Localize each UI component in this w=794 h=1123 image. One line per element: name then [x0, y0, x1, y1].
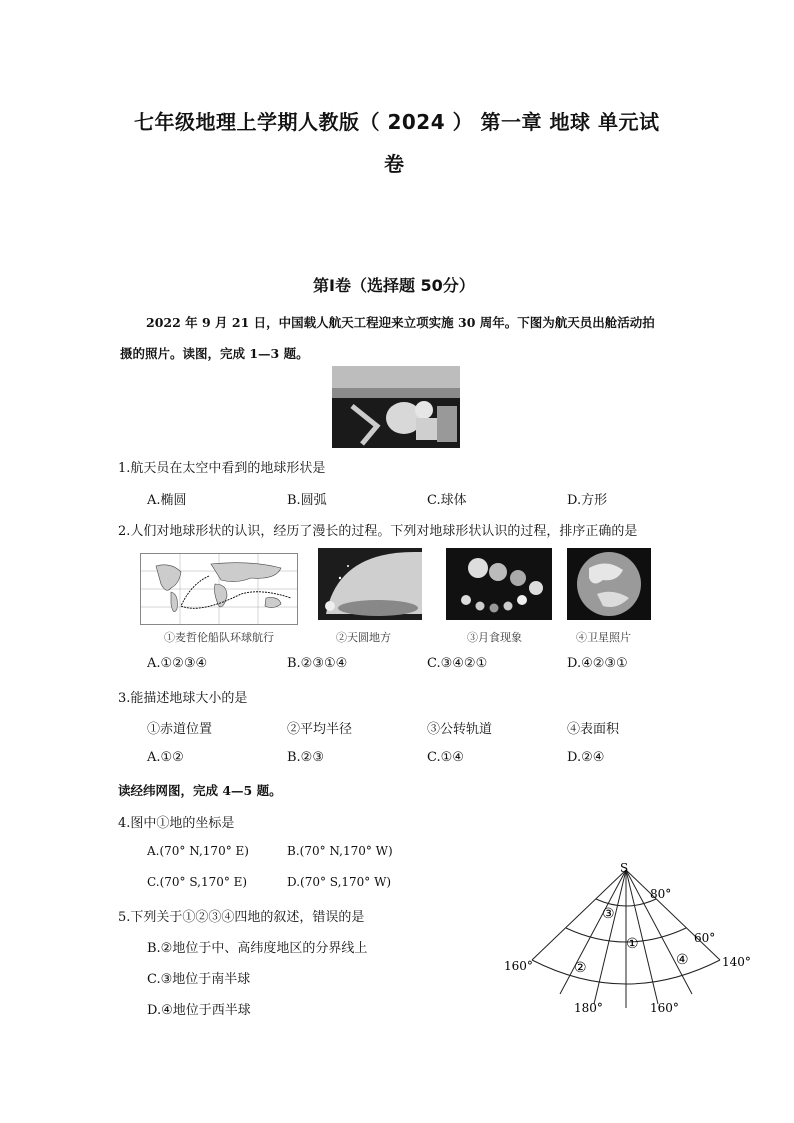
q3-item-2: ②平均半径 — [287, 722, 353, 737]
magellan-route-map — [140, 553, 298, 625]
q1-option-d[interactable]: D.方形 — [567, 493, 608, 508]
point-2: ② — [574, 960, 587, 976]
question-1-stem: 1.航天员在太空中看到的地球形状是 — [118, 461, 326, 476]
q2-option-d[interactable]: D.④②③① — [567, 656, 628, 671]
lon-label-160w: 160° — [504, 959, 533, 973]
question-4-stem: 4.图中①地的坐标是 — [118, 816, 235, 831]
q1-option-b[interactable]: B.圆弧 — [287, 493, 327, 508]
lon-label-140: 140° — [722, 955, 751, 969]
q2-option-b[interactable]: B.②③①④ — [287, 656, 348, 671]
intro-line2: 摄的照片。读图，完成 1—3 题。 — [120, 346, 309, 361]
q3-item-3: ③公转轨道 — [427, 722, 493, 737]
lon-label-160e: 160° — [650, 1001, 679, 1015]
q2-option-c[interactable]: C.③④②① — [427, 656, 488, 671]
sky-dome-picture — [318, 548, 422, 620]
caption-1: ①麦哲伦船队环球航行 — [164, 631, 274, 644]
q4-option-c[interactable]: C.(70° S,170° E) — [147, 875, 248, 889]
q3-item-1: ①赤道位置 — [147, 722, 213, 737]
intro-4-5: 读经纬网图，完成 4—5 题。 — [118, 783, 282, 798]
caption-2: ②天圆地方 — [336, 631, 391, 644]
meridian-line — [626, 870, 720, 960]
document-title-line1: 七年级地理上学期人教版（ 2024 ） 第一章 地球 单元试 — [134, 110, 660, 134]
q4-option-d[interactable]: D.(70° S,170° W) — [287, 875, 392, 889]
satellite-earth-photo — [567, 548, 651, 620]
point-1: ① — [626, 936, 639, 952]
q5-option-c[interactable]: C.③地位于南半球 — [147, 972, 251, 987]
lunar-eclipse-picture — [446, 548, 552, 620]
q3-option-b[interactable]: B.②③ — [287, 750, 324, 765]
intro-line1: 2022 年 9 月 21 日，中国载人航天工程迎来立项实施 30 周年。下图为航天员出舱活动拍 — [146, 315, 655, 330]
q5-option-b[interactable]: B.②地位于中、高纬度地区的分界线上 — [147, 941, 368, 956]
q1-option-a[interactable]: A.椭圆 — [147, 493, 187, 508]
section-title: 第Ⅰ卷（选择题 50分） — [313, 276, 475, 295]
q3-item-4: ④表面积 — [567, 722, 620, 737]
caption-3: ③月食现象 — [467, 631, 522, 644]
lat-label-80: 80° — [650, 887, 672, 901]
astronaut-photo — [332, 366, 460, 448]
q2-option-a[interactable]: A.①②③④ — [147, 656, 208, 671]
q5-option-d[interactable]: D.④地位于西半球 — [147, 1003, 251, 1018]
q4-option-b[interactable]: B.(70° N,170° W) — [287, 844, 393, 858]
q4-option-a[interactable]: A.(70° N,170° E) — [147, 844, 249, 858]
q1-option-c[interactable]: C.球体 — [427, 493, 467, 508]
q3-option-c[interactable]: C.①④ — [427, 750, 464, 765]
q3-option-a[interactable]: A.①② — [147, 750, 184, 765]
graticule-diagram — [490, 858, 760, 1018]
question-3-stem: 3.能描述地球大小的是 — [118, 691, 248, 706]
lon-label-180: 180° — [574, 1001, 603, 1015]
question-5-stem: 5.下列关于①②③④四地的叙述，错误的是 — [118, 910, 365, 925]
pole-label: S — [620, 861, 629, 875]
point-4: ④ — [676, 952, 689, 968]
document-title-line2: 卷 — [384, 152, 405, 176]
point-3: ③ — [602, 906, 615, 922]
q3-option-d[interactable]: D.②④ — [567, 750, 605, 765]
lat-label-60: 60° — [694, 931, 716, 945]
caption-4: ④卫星照片 — [576, 631, 631, 644]
question-2-stem: 2.人们对地球形状的认识，经历了漫长的过程。下列对地球形状认识的过程，排序正确的是 — [118, 524, 638, 539]
